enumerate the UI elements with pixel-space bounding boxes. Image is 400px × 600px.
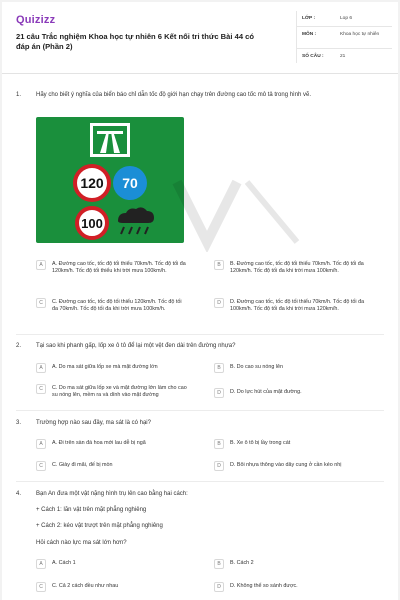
meta-value: Khoa học tự nhiên <box>340 32 380 37</box>
motorway-panel-inner <box>93 126 127 154</box>
question-number: 4. <box>16 491 22 497</box>
option-text: A. Đường cao tốc, tốc độ tối thiểu 70km/h. Tốc độ tối đa 120km/h. Tốc độ tối thiểu khi trời mưa 100km/h. <box>52 261 186 274</box>
worksheet-page <box>2 2 398 600</box>
watermark-logo <box>167 172 302 252</box>
option-letter-box: A <box>36 363 46 373</box>
option-text: D. Không thể so sánh được. <box>230 583 298 589</box>
question-text: Hãy cho biết ý nghĩa của biển báo chỉ dẫn tốc độ giới hạn chạy trên đường cao tốc mô tả trong hình vẽ. <box>36 92 312 98</box>
meta-value: 21 <box>340 54 346 59</box>
meta-value: Lop 6 <box>340 16 353 21</box>
option-letter-box: A <box>36 439 46 449</box>
question-divider <box>16 410 384 411</box>
meta-key: SỐ CÂU : <box>302 54 324 59</box>
meta-row-count <box>296 49 392 65</box>
option-letter-box: B <box>214 439 224 449</box>
option-letter-box: B <box>214 260 224 270</box>
option-letter-box: B <box>214 559 224 569</box>
option-text: D. Bôi nhựa thông vào dây cung ở cần kéo nhị <box>230 462 342 468</box>
option-text: B. Cách 2 <box>230 560 254 566</box>
question-number: 2. <box>16 343 22 349</box>
option-text: C. Đường cao tốc, tốc độ tối thiểu 120km/h. Tốc độ tối đa 70km/h. Tốc độ tối đa khi trời mưa 100km/h. <box>52 299 182 312</box>
quizizz-logo[interactable]: Quizizz <box>16 14 56 26</box>
option-letter-box: C <box>36 582 46 592</box>
meta-row-grade <box>296 11 392 27</box>
option-letter-box: B <box>214 363 224 373</box>
option-letter-box: D <box>214 388 224 398</box>
question-divider <box>16 334 384 335</box>
option-text: C. Do ma sát giữa lốp xe và mặt đường lớn làm cho cao su nóng lên, mềm ra và dính vào mặt đường <box>52 385 187 398</box>
meta-key: LỚP : <box>302 16 316 21</box>
option-letter-box: A <box>36 559 46 569</box>
question-text: Tại sao khi phanh gấp, lốp xe ô tô để lại một vệt đen dài trên đường nhựa? <box>36 343 236 349</box>
option-text: A. Đi trên sàn đá hoa mới lau dễ bị ngã <box>52 440 146 446</box>
option-text: B. Đường cao tốc, tốc độ tối thiểu 70km/h. Tốc độ tối đa 120km/h. Tốc độ tối đa khi trời mưa 100km/h. <box>230 261 364 274</box>
question-text: Bạn An đưa một vật nặng hình trụ lên cao bằng hai cách: <box>36 491 188 497</box>
motorway-bridge <box>97 131 123 134</box>
speed-limit-sign-image <box>36 117 184 243</box>
option-text: B. Xe ô tô bị lầy trong cát <box>230 440 291 446</box>
option-letter-box: D <box>214 298 224 308</box>
question-prompt: Hỏi cách nào lực ma sát lớn hơn? <box>36 540 127 546</box>
question-text: Trường hợp nào sau đây, ma sát là có hại? <box>36 420 151 426</box>
option-letter-box: A <box>36 260 46 270</box>
option-text: D. Do lực hút của mặt đường. <box>230 389 302 395</box>
option-letter-box: C <box>36 298 46 308</box>
rain-speed-value: 100 <box>81 216 103 231</box>
option-letter-box: C <box>36 461 46 471</box>
question-method-1: + Cách 1: lăn vật trên mặt phẳng nghiêng <box>36 507 147 513</box>
worksheet-title: 21 câu Trắc nghiệm Khoa học tự nhiên 6 Kết nối tri thức Bài 44 có đáp án (Phần 2) <box>16 32 255 51</box>
option-text: A. Cách 1 <box>52 560 76 566</box>
option-text: C. Giày đi mãi, đế bị mòn <box>52 462 113 468</box>
option-text: C. Cả 2 cách đều như nhau <box>52 583 119 589</box>
question-divider <box>16 481 384 482</box>
worksheet-meta <box>296 11 392 65</box>
min-speed-value: 70 <box>122 175 138 191</box>
max-speed-value: 120 <box>80 175 104 191</box>
option-letter-box: D <box>214 582 224 592</box>
option-text: B. Do cao su nóng lên <box>230 364 284 370</box>
meta-row-subject <box>296 27 392 49</box>
option-text: D. Đường cao tốc, tốc độ tối thiểu 70km/h. Tốc độ tối đa 100km/h. Tốc độ tối đa khi trời mưa 120km/h. <box>230 299 365 312</box>
option-letter-box: D <box>214 461 224 471</box>
question-number: 3. <box>16 420 22 426</box>
meta-key: MÔN : <box>302 32 317 37</box>
question-method-2: + Cách 2: kéo vật trượt trên mặt phẳng nghiêng <box>36 523 163 529</box>
option-letter-box: C <box>36 384 46 394</box>
worksheet-header <box>2 2 398 74</box>
option-text: A. Do ma sát giữa lốp xe mà mặt đường lớn <box>52 364 158 370</box>
question-number: 1. <box>16 92 22 98</box>
